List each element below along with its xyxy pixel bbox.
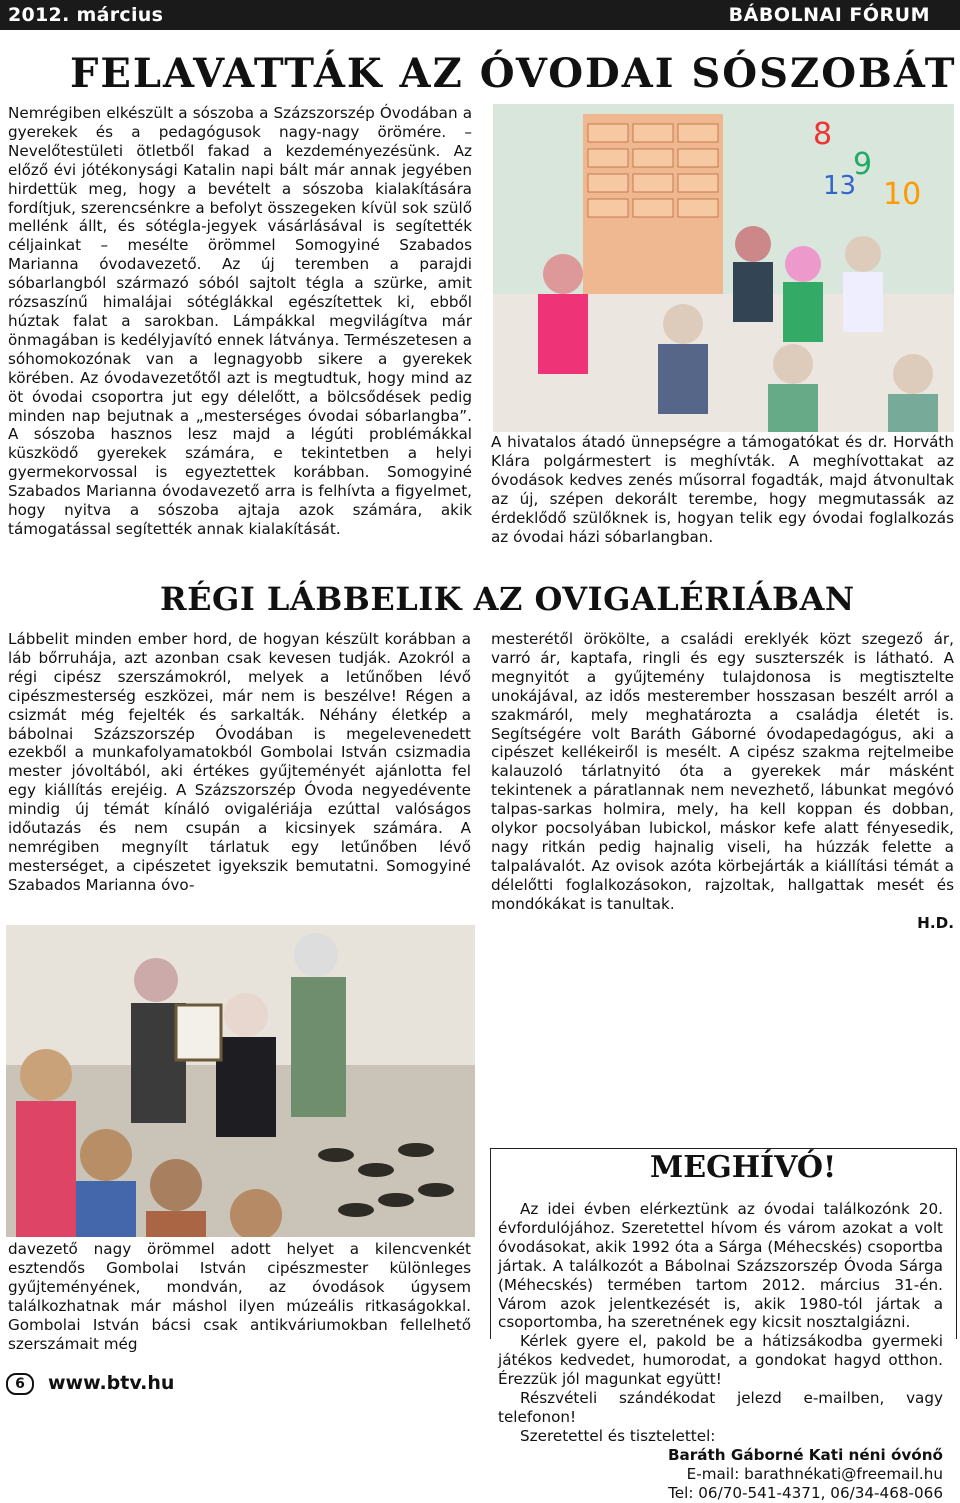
invitation-paragraph-3: Részvételi szándékodat jelezd e-mailben, vagy telefonon! bbox=[498, 1389, 943, 1426]
article2-col-left-top bbox=[8, 630, 471, 895]
invitation-phone[interactable]: Tel: 06/70-541-4371, 06/34-468-066 bbox=[668, 1483, 943, 1502]
footer-url[interactable]: www.btv.hu bbox=[48, 1372, 175, 1394]
invitation-closing: Szeretettel és tisztelettel: bbox=[520, 1426, 716, 1445]
article2-text-right: mesterétől örökölte, a családi ereklyék közt szegező ár, varró ár, kaptafa, ringli és egy suszterszék is látható. A megnyitót a gyűjtemény tulajdonosa is megtisztelte unokájával, az idős mesterember hosszasan beszélt arról a szakmáról, mely meghatározta a családja életét is. Segítségére volt Baráth Gáborné óvodapedagógus, aki a cipészet kellékeiről is mesélt. A cipész szakma rejtelmeibe kalauzoló tárlatnyitó óta a gyerekek már másként tekintenek a páratlannak nem nevezhető, lábunkat megóvó talpas-sarkas holmira, mely, ha kell koppan és dobban, olykor pocsolyában lubickol, máskor kefe alatt fényesedik, nagy ritkán pedig hajnalig viseli, ha húzzák felette a talpalávalót. Az ovisok azóta körbejárták a kiállítási témát a délelőtti foglalkozásokon, rajzoltak, hallgattak mesét és mondókákat is tanultak. bbox=[491, 630, 954, 913]
salt-room-photo bbox=[493, 104, 954, 432]
invitation-paragraph-1: Az idei évben elérkeztünk az óvodai találkozónk 20. évfordulójához. Szeretettel hívom és várom azokat a volt óvodásokat, akik 1992 óta a Sárga (Méhecskés) csoportba jártak. A találkozót a Bábolnai Százszorszép Óvoda Sárga (Méhecskés) termében tartom 2012. március 31-én. Várom azok jelentkezését is, akik 1980-tól jártak a csoportomba, ha szeretnének egy kicsit nosztalgiázni. bbox=[498, 1200, 943, 1332]
page-number: 6 bbox=[6, 1373, 34, 1395]
salt-room-illustration bbox=[493, 104, 954, 432]
invitation-body bbox=[498, 1200, 943, 1503]
shoe-exhibition-illustration bbox=[6, 925, 475, 1237]
invitation-paragraph-2: Kérlek gyere el, pakold be a hátizsákodba gyermeki játékos kedvedet, humorodat, a gondokat hagyd otthon. Érezzük jól magunkat együtt! bbox=[498, 1332, 943, 1389]
shoe-exhibition-photo bbox=[6, 925, 475, 1237]
article2-headline: RÉGI LÁBBELIK AZ OVIGALÉRIÁBAN bbox=[160, 580, 855, 618]
article2-text-left-bottom: davezető nagy örömmel adott helyet a kilencvenkét esztendős Gombolai István cipészmester különleges gyűjteményének, mondván, az óvodások úgysem találkozhatnak már máshol ilyen múzeális ritkaságokkal. Gombolai István bácsi csak antikváriumokban fellelhető szerszámait még bbox=[8, 1240, 471, 1353]
svg-text:9: 9 bbox=[853, 147, 873, 182]
article1-col-right bbox=[491, 433, 954, 546]
svg-text:13: 13 bbox=[823, 171, 857, 201]
article2-col-right bbox=[491, 630, 954, 933]
article2-text-left-top: Lábbelit minden ember hord, de hogyan készült korábban a láb bőrruhája, azt azonban csak kevesen tudják. Azokról a régi cipész szerszámokról, melyek a letűnőben lévő cipészmesterség eszközei, már nem is beszélve! Régen a csizmát még fejelték és sarkalták. Néhány életkép a bábolnai Százszorszép Óvodában is megelevenedett ezekből a munkafolyamatokból Gombolai István csizmadia mester jóvoltából, aki értékes gyűjteményét ajánlotta fel egy kiállítás erejéig. A Százszorszép Óvoda negyedévente mindig új témát kínáló ovigalériája ezúttal valóságos időutazás és nem csupán a kicsinyek számára. A nemrégiben megnyílt tárlatuk egy letűnőben lévő mesterséget, a cipészetet igyekszik bemutatni. Somogyiné Szabados Marianna óvo- bbox=[8, 630, 471, 894]
article1-headline: FELAVATTÁK AZ ÓVODAI SÓSZOBÁT bbox=[70, 50, 957, 97]
article2-col-left-bottom bbox=[8, 1240, 471, 1353]
publication-title: BÁBOLNAI FÓRUM bbox=[728, 4, 930, 26]
article1-text-left: Nemrégiben elkészült a sószoba a Százszorszép Óvodában a gyerekek és a pedagógusok nagy-nagy örömére. – Nevelőtestületi ötletből fakad a kezdeményezésünk. Az előző évi jótékonysági Katalin napi bált már annak jegyében hirdettük meg, hogy a bevételt a sószoba kialakítására fordítjuk, szerencsénkre a befolyt összegeken kívül sok szülő mellénk állt, és sótégla-jegyek vásárlásával is segítették céljainkat – mesélte örömmel Somogyiné Szabados Marianna óvodavezető. Az új teremben a parajdi sóbarlangból származó sóból sajtolt tégla a szürke, amit rózsaszínű himalájai sótéglákkal egészítettek ki, ebből húztak falat a sarokban. Lámpákkal megvilágítva már önmagában is kedélyjavító ennek látványa. Természetesen a sóhomokozónak van a legnagyobb sikere a gyerekek körében. Az óvodavezetőtől azt is megtudtuk, hogy mind az öt óvodai csoportra jut egy délelőtt, a bölcsődések pedig minden nap bejutnak a „mesterséges óvodai sóbarlangba”. A sószoba hasznos lesz majd a légúti problémákkal küszködő gyerekek számára, e tekintetben a helyi gyermekorvossal is egyeztettek korábban. Somogyiné Szabados Marianna óvodavezető arra is felhívta a figyelmet, hogy nyitva a sószoba ajtaja azok számára, akik támogatással segítették annak kialakítását. bbox=[8, 104, 472, 538]
author-initials: H.D. bbox=[917, 913, 954, 932]
article1-col-left bbox=[8, 104, 472, 539]
issue-date: 2012. március bbox=[8, 4, 164, 26]
invitation-email[interactable]: E-mail: barathnékati@freemail.hu bbox=[686, 1464, 943, 1483]
svg-text:8: 8 bbox=[813, 117, 833, 152]
invitation-title: MEGHÍVÓ! bbox=[650, 1150, 837, 1185]
svg-text:10: 10 bbox=[883, 177, 922, 212]
invitation-signature: Baráth Gáborné Kati néni óvónő bbox=[667, 1445, 943, 1464]
article1-text-right: A hivatalos átadó ünnepségre a támogatókat és dr. Horváth Klára polgármestert is meghívták. A meghívottakat az óvodások kedves zenés műsorral fogadták, majd átvonultak az új, szépen dekorált terembe, hogy megmutassák az érdeklődő szülőknek is, hogyan telik egy óvodai foglalkozás az óvodai házi sóbarlangban. bbox=[491, 433, 954, 546]
